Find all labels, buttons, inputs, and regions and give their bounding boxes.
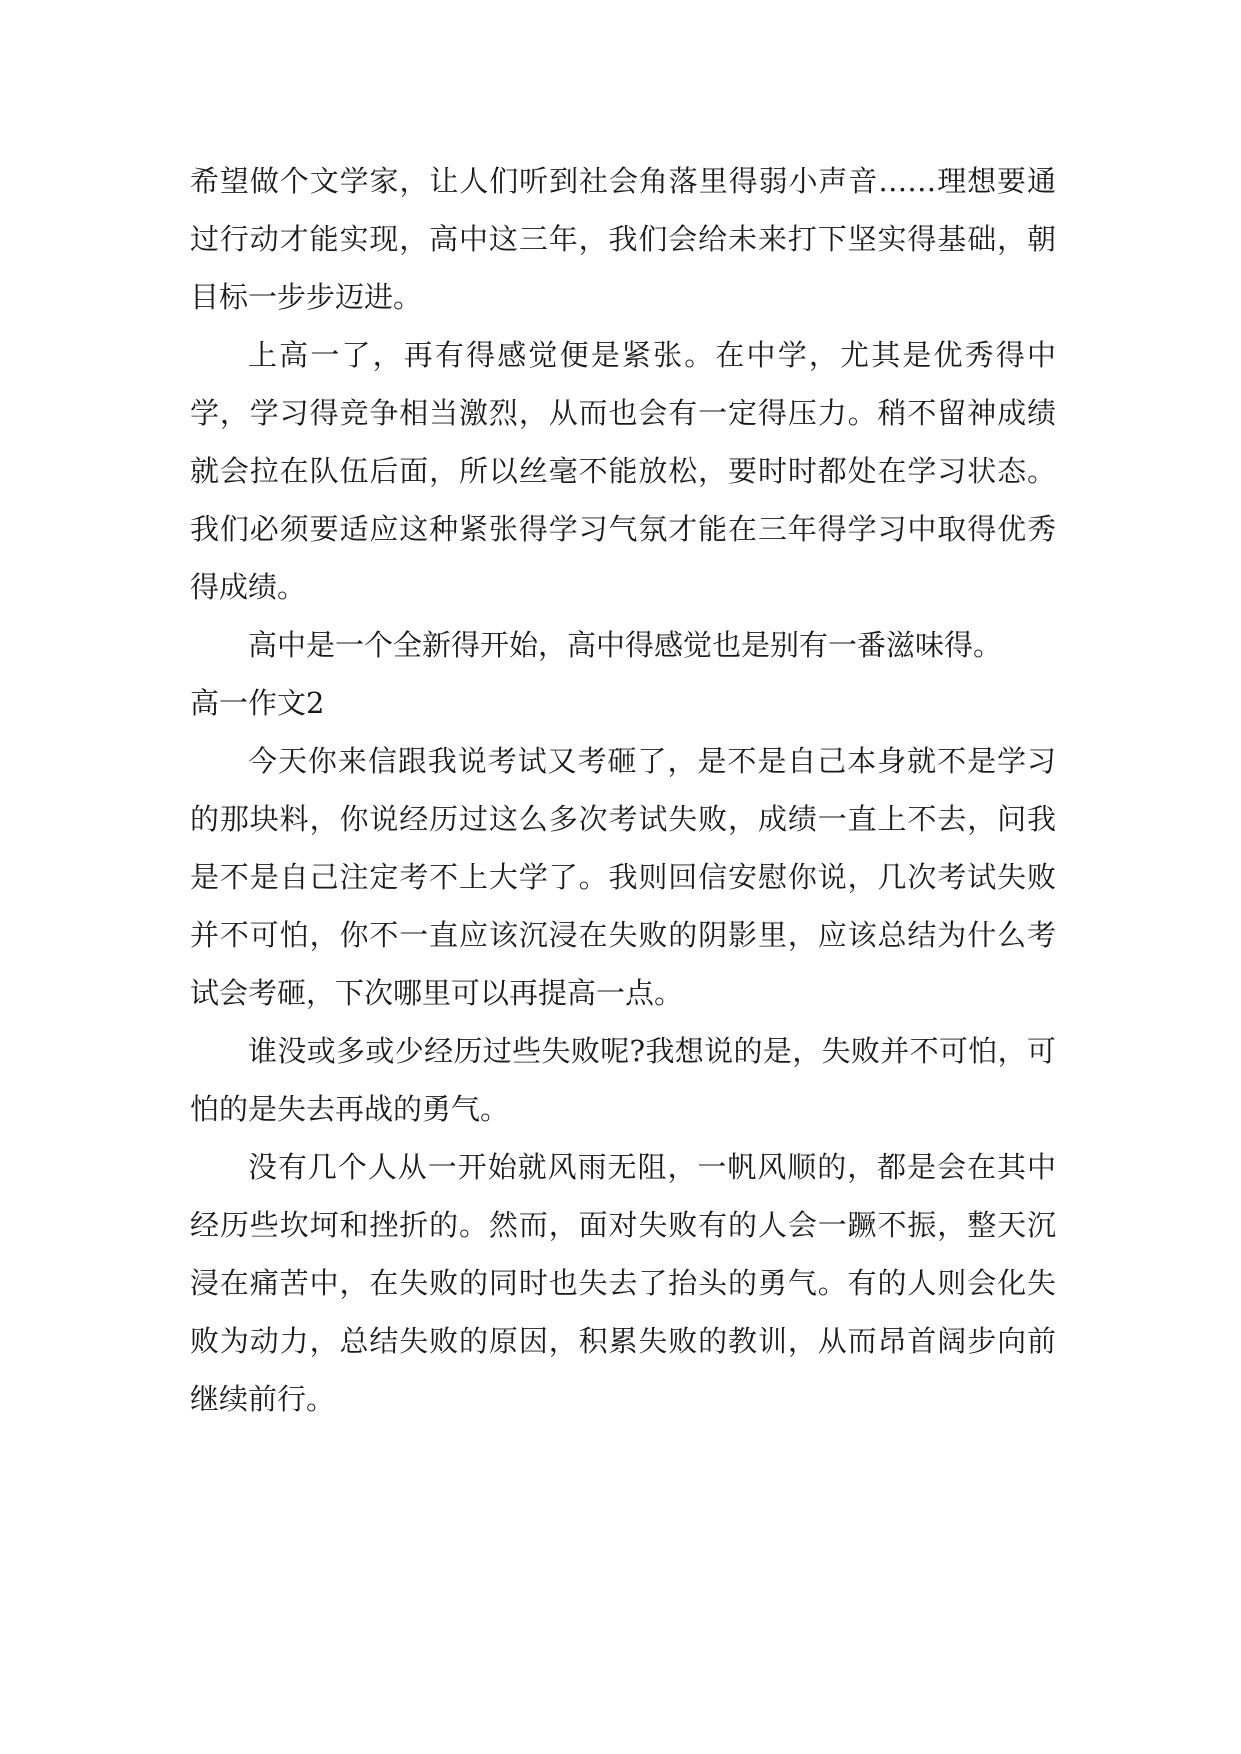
paragraph-letter: 今天你来信跟我说考试又考砸了，是不是自己本身就不是学习的那块料，你说经历过这么多次考试失败，成绩一直上不去，问我是不是自己注定考不上大学了。我则回信安慰你说，几次考试失败并不可怕，你不一直应该沉浸在失败的阴影里，应该总结为什么考试会考砸，下次哪里可以再提高一点。 bbox=[190, 744, 1056, 1010]
paragraph-failure-question: 谁没或多或少经历过些失败呢?我想说的是，失败并不可怕，可怕的是失去再战的勇气。 bbox=[190, 1034, 1056, 1126]
paragraph-new-beginning: 高中是一个全新得开始，高中得感觉也是别有一番滋味得。 bbox=[248, 628, 1003, 662]
paragraph-facing-failure: 没有几个人从一开始就风雨无阻，一帆风顺的，都是会在其中经历些坎坷和挫折的。然而，面对失败有的人会一蹶不振，整天沉浸在痛苦中，在失败的同时也失去了抬头的勇气。有的人则会化失败为动力，总结失败的原因，积累失败的教训，从而昂首阔步向前继续前行。 bbox=[190, 1150, 1056, 1416]
document-page bbox=[190, 152, 1056, 1428]
essay-heading: 高一作文2 bbox=[190, 686, 325, 720]
paragraph-intro-continuation: 希望做个文学家，让人们听到社会角落里得弱小声音……理想要通过行动才能实现，高中这三年，我们会给未来打下坚实得基础，朝目标一步步迈进。 bbox=[190, 164, 1056, 314]
paragraph-tension: 上高一了，再有得感觉便是紧张。在中学，尤其是优秀得中学，学习得竞争相当激烈，从而也会有一定得压力。稍不留神成绩就会拉在队伍后面，所以丝毫不能放松，要时时都处在学习状态。我们必须要适应这种紧张得学习气氛才能在三年得学习中取得优秀得成绩。 bbox=[190, 338, 1056, 604]
